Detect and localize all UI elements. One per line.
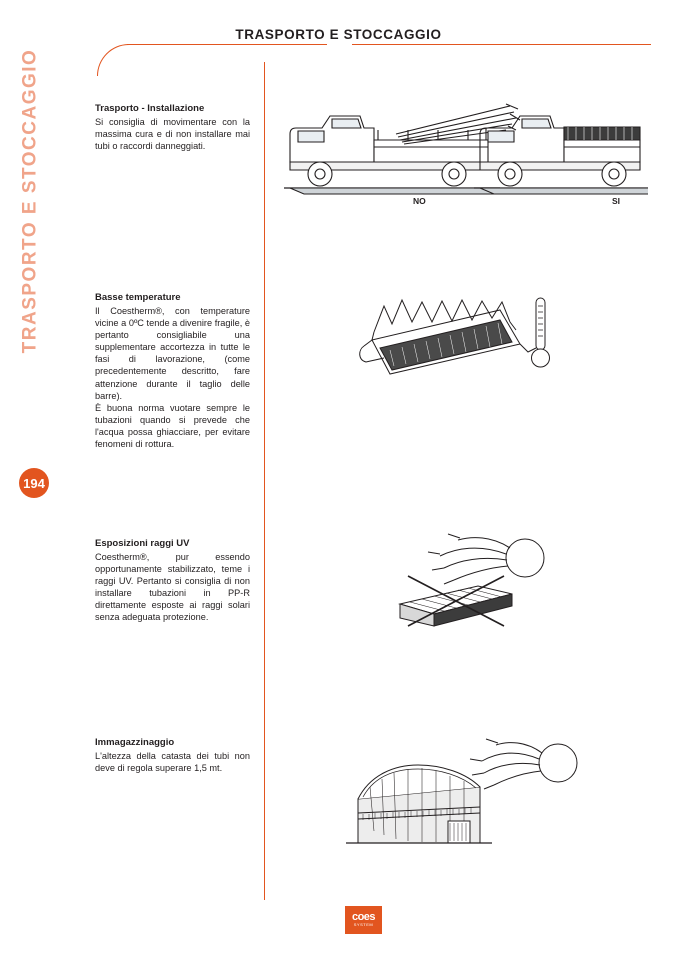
frozen-pipe-thermometer-figure — [350, 288, 560, 398]
footer-logo-text: coes — [351, 911, 376, 923]
section-temperature-heading: Basse temperature — [95, 292, 181, 303]
section-uv-heading: Esposizioni raggi UV — [95, 538, 190, 549]
side-vertical-title-text: TRASPORTO E STOCCAGGIO — [19, 48, 41, 354]
section-transport-heading: Trasporto - Installazione — [95, 103, 205, 114]
section-storage-heading: Immagazzinaggio — [95, 737, 175, 748]
section-transport — [95, 103, 250, 152]
section-temperature-body: Il Coestherm®, con temperature vicine a 0ºC tende a divenire fragile, è pertanto consigliabile una supplementare accortezza in tutte le fasi di lavorazione, (come precedentemente descritto, fare attenzione durante il taglio delle barre). — [95, 306, 250, 401]
section-storage — [95, 737, 250, 774]
section-uv — [95, 538, 250, 624]
header-rule-right — [352, 44, 651, 45]
sun-exposure-pipes-figure — [360, 530, 560, 640]
figure-caption-si: SI — [612, 196, 621, 206]
page-number-badge — [19, 468, 49, 498]
section-transport-body: Si consiglia di movimentare con la massima cura e di non installare mai tubi o raccordi danneggiati. — [95, 117, 250, 152]
footer-logo-sub: SYSTEM — [353, 922, 374, 927]
section-storage-body: L'altezza della catasta dei tubi non deve di regola superare 1,5 mt. — [95, 751, 250, 774]
page-title: TRASPORTO E STOCCAGGIO — [235, 27, 442, 42]
section-temperature — [95, 292, 250, 450]
section-uv-body: Coestherm®, pur essendo opportunamente stabilizzato, teme i raggi UV. Pertanto si consiglia di non installare tubazioni in PP-R direttamente esposte ai raggi solari senza adeguata protezione. — [95, 552, 250, 623]
figure-caption-no: NO — [413, 196, 426, 206]
header-bracket-corner — [97, 44, 129, 76]
warehouse-storage-figure — [330, 735, 590, 850]
page-number-text: 194 — [23, 475, 45, 491]
side-vertical-title — [0, 0, 60, 540]
truck-loading-figure — [278, 100, 648, 215]
footer-logo — [345, 906, 382, 934]
vertical-divider — [264, 62, 265, 900]
header-rule-left — [127, 44, 327, 45]
section-temperature-body2: È buona norma vuotare sempre le tubazioni quando si prevede che l'acqua possa ghiacciare, per evitare fenomeni di rottura. — [95, 402, 250, 450]
